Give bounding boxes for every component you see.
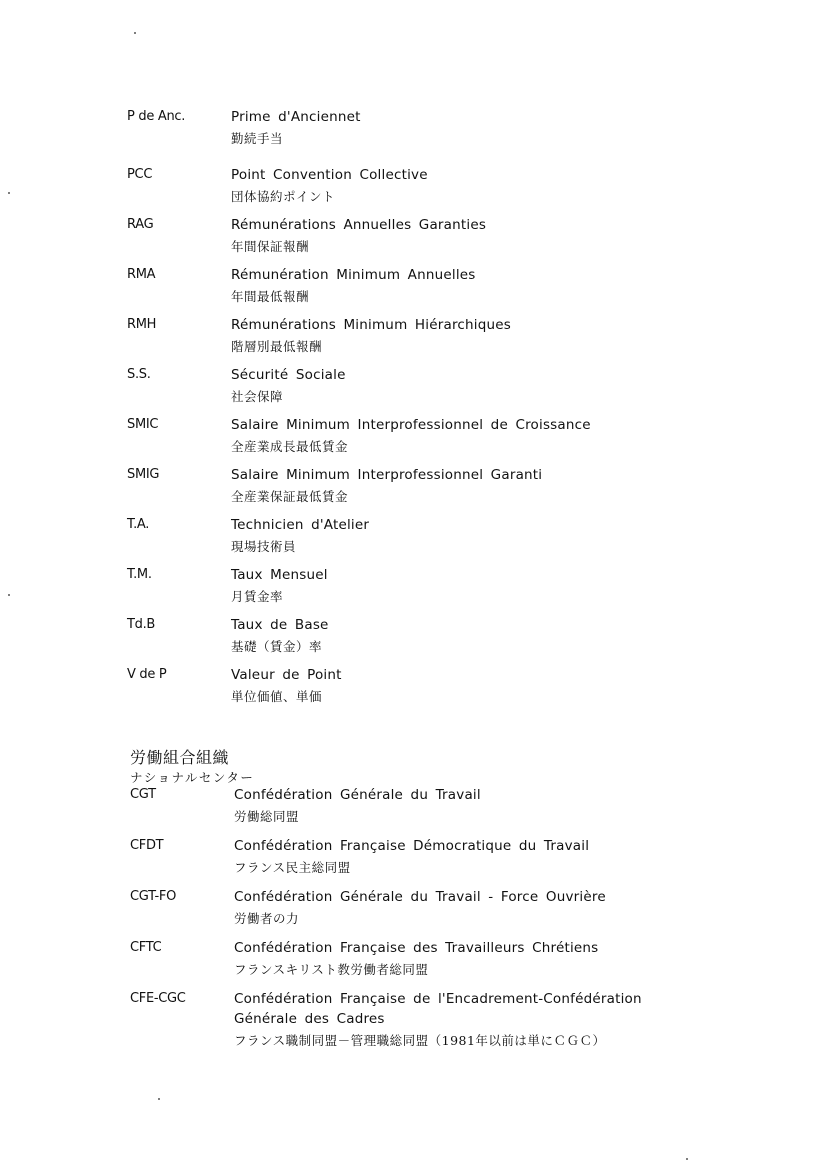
abbreviation-entry bbox=[127, 167, 767, 217]
abbreviation: T.M. bbox=[127, 567, 152, 582]
scan-speck bbox=[8, 192, 10, 194]
abbreviation-entry bbox=[127, 267, 767, 317]
japanese-term: 年間最低報酬 bbox=[231, 289, 310, 304]
scan-speck bbox=[158, 1098, 160, 1100]
abbreviation-entry bbox=[127, 109, 767, 167]
japanese-term: 年間保証報酬 bbox=[231, 239, 310, 254]
japanese-term: 全産業成長最低賃金 bbox=[231, 439, 349, 454]
section-title: 労働組合組織 bbox=[130, 748, 230, 767]
organization-entry bbox=[130, 889, 770, 940]
japanese-name: 労働者の力 bbox=[234, 911, 300, 926]
japanese-term: 単位価値、単価 bbox=[231, 689, 323, 704]
french-name: Confédération Française des Travailleurs Chrétiens bbox=[234, 940, 599, 956]
organization-list bbox=[130, 787, 770, 1048]
abbreviation: SMIC bbox=[127, 417, 159, 432]
french-name: Confédération Générale du Travail bbox=[234, 787, 481, 803]
french-term: Technicien d'Atelier bbox=[231, 517, 370, 533]
french-term: Salaire Minimum Interprofessionnel de Croissance bbox=[231, 417, 591, 433]
abbreviation-entry bbox=[127, 417, 767, 467]
abbreviation-entry bbox=[127, 567, 767, 617]
abbreviation: V de P bbox=[127, 667, 167, 682]
organization-entry bbox=[130, 838, 770, 889]
japanese-name: フランスキリスト教労働者総同盟 bbox=[234, 962, 429, 977]
abbreviation: RAG bbox=[127, 217, 154, 232]
french-term: Rémunérations Minimum Hiérarchiques bbox=[231, 317, 511, 333]
abbreviation-entry bbox=[127, 217, 767, 267]
organization-abbreviation: CGT-FO bbox=[130, 889, 177, 904]
japanese-term: 基礎（賃金）率 bbox=[231, 639, 323, 654]
scan-speck bbox=[8, 594, 10, 596]
section-subtitle: ナショナルセンター bbox=[130, 770, 255, 785]
french-name: Confédération Générale du Travail - Force Ouvrière bbox=[234, 889, 606, 905]
abbreviation-entry bbox=[127, 667, 767, 717]
japanese-term: 階層別最低報酬 bbox=[231, 339, 323, 354]
scan-speck bbox=[134, 32, 136, 34]
japanese-name: 労働総同盟 bbox=[234, 809, 300, 824]
french-term: Taux Mensuel bbox=[231, 567, 328, 583]
abbreviation: RMA bbox=[127, 267, 156, 282]
japanese-name: フランス職制同盟－管理職総同盟（1981年以前は単にＣＧＣ） bbox=[234, 1033, 606, 1048]
organization-entry bbox=[130, 991, 770, 1048]
abbreviation-entry bbox=[127, 517, 767, 567]
japanese-term: 全産業保証最低賃金 bbox=[231, 489, 349, 504]
japanese-term: 現場技術員 bbox=[231, 539, 297, 554]
abbreviation: Td.B bbox=[127, 617, 156, 632]
french-name: Confédération Française de l'Encadrement-Confédération bbox=[234, 991, 642, 1007]
japanese-term: 団体協約ポイント bbox=[231, 189, 336, 204]
japanese-name: フランス民主総同盟 bbox=[234, 860, 351, 875]
abbreviation-entry bbox=[127, 317, 767, 367]
abbreviation: PCC bbox=[127, 167, 153, 182]
organization-abbreviation: CFTC bbox=[130, 940, 162, 955]
french-term: Salaire Minimum Interprofessionnel Garanti bbox=[231, 467, 543, 483]
abbreviation: RMH bbox=[127, 317, 157, 332]
japanese-term: 月賃金率 bbox=[231, 589, 284, 604]
scan-speck bbox=[686, 1158, 688, 1160]
japanese-term: 社会保障 bbox=[231, 389, 284, 404]
abbreviation: S.S. bbox=[127, 367, 151, 382]
french-term: Point Convention Collective bbox=[231, 167, 428, 183]
french-name: Confédération Française Démocratique du Travail bbox=[234, 838, 590, 854]
french-term: Rémunération Minimum Annuelles bbox=[231, 267, 476, 283]
abbreviation: P de Anc. bbox=[127, 109, 186, 124]
abbreviation-entry bbox=[127, 467, 767, 517]
abbreviation: SMIG bbox=[127, 467, 160, 482]
abbreviation-entry bbox=[127, 617, 767, 667]
japanese-term: 勤続手当 bbox=[231, 131, 284, 146]
organization-entry bbox=[130, 940, 770, 991]
french-term: Taux de Base bbox=[231, 617, 329, 633]
organization-abbreviation: CFE-CGC bbox=[130, 991, 186, 1006]
french-name-continued: Générale des Cadres bbox=[234, 1011, 385, 1027]
french-term: Valeur de Point bbox=[231, 667, 342, 683]
french-term: Prime d'Anciennet bbox=[231, 109, 361, 125]
abbreviation-list bbox=[127, 109, 767, 717]
organization-abbreviation: CFDT bbox=[130, 838, 164, 853]
organization-abbreviation: CGT bbox=[130, 787, 156, 802]
french-term: Rémunérations Annuelles Garanties bbox=[231, 217, 487, 233]
french-term: Sécurité Sociale bbox=[231, 367, 346, 383]
abbreviation: T.A. bbox=[127, 517, 150, 532]
organization-entry bbox=[130, 787, 770, 838]
abbreviation-entry bbox=[127, 367, 767, 417]
